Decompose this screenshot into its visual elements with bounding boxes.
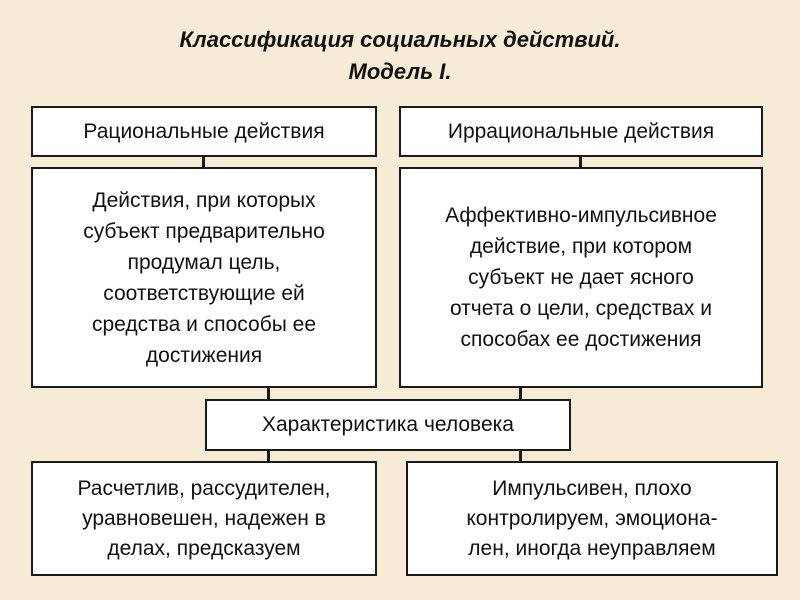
rational-trait-text: Расчетлив, рассудителен, уравновешен, надежен в делах, предсказуем bbox=[77, 476, 331, 560]
irrational-description-text: Аффективно-импульсивное действие, при котором субъект не дает ясного отчета о цели, средствах и способах ее достижения bbox=[445, 204, 717, 351]
rational-trait-box bbox=[31, 461, 377, 576]
irrational-actions-label: Иррациональные действия bbox=[447, 119, 715, 143]
irrational-description-box bbox=[399, 167, 763, 388]
irrational-actions-box bbox=[399, 106, 763, 157]
diagram-title-line2: Модель I. bbox=[348, 59, 452, 84]
rational-description-text: Действия, при которых субъект предварительно продумал цель, соответствующие ей средства и способы ее достижения bbox=[83, 188, 325, 367]
diagram-title-line1: Классификация социальных действий. bbox=[179, 27, 621, 52]
person-characteristic-label: Характеристика человека bbox=[262, 413, 514, 436]
rational-actions-label: Рациональные действия bbox=[83, 119, 325, 143]
person-characteristic-box bbox=[205, 399, 571, 451]
irrational-trait-box bbox=[406, 461, 778, 576]
rational-actions-box bbox=[31, 106, 377, 157]
rational-description-box bbox=[31, 167, 377, 388]
irrational-trait-text: Импульсивен, плохо контролируем, эмоциона- лен, иногда неуправляем bbox=[466, 476, 718, 560]
